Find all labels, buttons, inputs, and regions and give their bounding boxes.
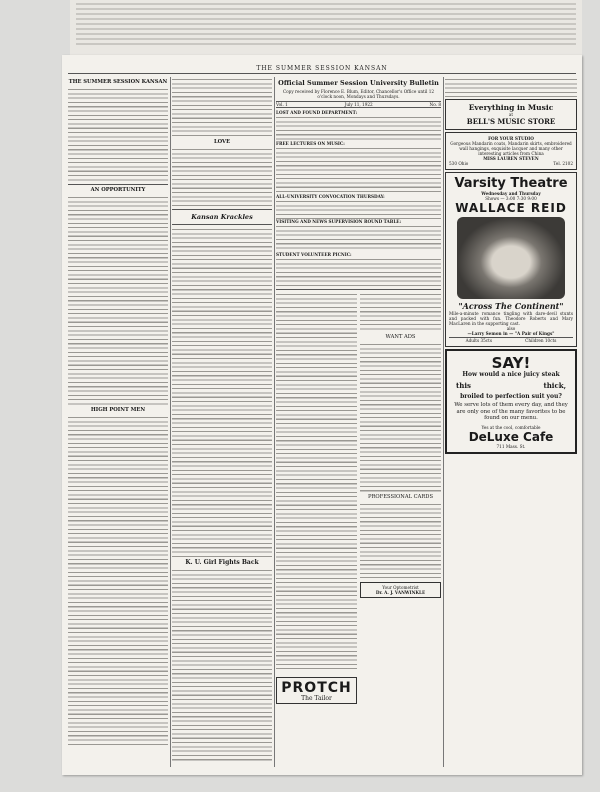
studio-address: 530 Ohio [449, 161, 469, 166]
music-headline: Everything in Music [468, 103, 554, 112]
studio-text: Gorgeous Mandarin coats, Mandarin skirts, embroidered wall hangings, exquisite lacquer and many other interesting articles from China [450, 141, 572, 156]
optometrist-title: Your Optometrist [382, 585, 419, 590]
article-title: K. U. Girl Fights Back [185, 559, 259, 566]
studio-ad [445, 132, 577, 170]
menu-text: We serve lots of them every day, and they are only one of the many favorites to be found on our menu. [454, 402, 568, 422]
bulletin-subtitle: Copy received by Florence E. Blum, Editor, Chancellor's Office until 12 o'clock noon, Mondays and Thursdays. [282, 89, 435, 99]
want-ads-title: WANT ADS [385, 334, 416, 340]
masthead-rule [68, 73, 576, 74]
studio-phone: Tel. 2102 [553, 161, 573, 166]
text-block [360, 292, 441, 332]
steak-line: How would a nice juicy steak [462, 371, 560, 378]
text-block [276, 115, 441, 141]
optometrist-ad [360, 582, 441, 598]
poem-title: LOVE [213, 139, 231, 145]
bulletin-title: Official Summer Session University Bulletin [278, 79, 439, 87]
want-ads-text [360, 342, 441, 492]
text-block [276, 257, 441, 287]
actor-portrait [457, 217, 565, 299]
music-at: at [508, 112, 514, 117]
say-headline: SAY! [491, 354, 531, 372]
text-block [68, 195, 168, 405]
theatre-days: Wednesday and Thursday [481, 191, 541, 196]
film-description: Mile-a-minute romance tingling with dare-devil stunts and packed with fun. Theodore Roberts and Mary MacLaren in the supporting cast. [449, 311, 573, 326]
prices [449, 337, 573, 343]
text-block [68, 87, 168, 182]
krackles-title: Kansan Krackles [191, 213, 253, 221]
article-title: HIGH POINT MEN [90, 407, 146, 413]
studio-name: MISS LAUREN STEVEN [483, 156, 539, 161]
notice-title: VISITING AND NEWS SUPERVISION ROUND TABLE: [276, 219, 402, 224]
music-store-name: BELL'S MUSIC STORE [466, 117, 556, 126]
cafe-address: 711 Mass. St. [496, 443, 526, 449]
also-label: also [506, 326, 516, 331]
protch-ad [276, 677, 357, 704]
this-word: this [456, 381, 471, 390]
text-block [276, 292, 357, 672]
cool-line: Yes at the cool, comfortable [481, 424, 541, 430]
studio-title: FOR YOUR STUDIO [488, 136, 534, 141]
poem-text [172, 147, 272, 207]
notice-title: STUDENT VOLUNTEER PICNIC: [276, 252, 352, 257]
cafe-name: DeLuxe Cafe [468, 429, 554, 444]
notice-title: FREE LECTURES ON MUSIC: [276, 141, 345, 146]
theatre-name: Varsity Theatre [454, 176, 568, 191]
column-2 [172, 77, 272, 763]
music-store-ad [445, 99, 577, 130]
text-block [172, 568, 272, 763]
column-3 [276, 77, 441, 702]
volume: Vol. 1 [276, 102, 288, 107]
cafe-ad [445, 349, 577, 454]
adult-price: Adults 35cts [465, 338, 492, 343]
text-block [172, 77, 272, 137]
professional-cards-title: PROFESSIONAL CARDS [367, 494, 434, 500]
date: July 11, 1922 [344, 102, 373, 107]
studio-contact [449, 161, 573, 166]
previous-page-strip [70, 0, 582, 56]
theatre-ad [445, 172, 577, 347]
thickness-line [456, 381, 566, 390]
paper-title: THE SUMMER SESSION KANSAN [68, 79, 168, 85]
star-name: WALLACE REID [455, 201, 567, 215]
professional-cards-text [360, 502, 441, 580]
text-block [276, 224, 441, 252]
newspaper-page [62, 55, 582, 775]
text-block [445, 77, 577, 97]
thick-word: thick, [543, 381, 566, 390]
film-title: "Across The Continent" [458, 301, 564, 311]
child-price: Children 10cts [525, 338, 557, 343]
text-block [276, 199, 441, 219]
theatre-shows: Shows — 3:00 7:30 9:00 [485, 196, 537, 201]
broiled-line: broiled to perfection suit you? [460, 393, 562, 400]
article-title: AN OPPORTUNITY [90, 187, 146, 193]
column-rule [443, 77, 444, 767]
protch-tagline: The Tailor [301, 695, 332, 702]
bulletin-dateline [276, 101, 441, 108]
column-4 [445, 77, 577, 454]
notice-title: LOST AND FOUND DEPARTMENT: [276, 110, 358, 115]
text-block [172, 227, 272, 557]
column-rule [170, 77, 171, 767]
text-block [276, 146, 441, 194]
column-rule [274, 77, 275, 767]
masthead: THE SUMMER SESSION KANSAN [256, 65, 388, 72]
notice-title: ALL-UNIVERSITY CONVOCATION THURSDAY: [276, 194, 385, 199]
number: No. 8 [429, 102, 441, 107]
text-block [68, 415, 168, 745]
protch-name: PROTCH [281, 680, 352, 696]
also-feature: —Larry Semon in — "A Pair of Kings" [467, 331, 555, 336]
optometrist-name: Dr. A. J. VANWINKLE [375, 590, 426, 595]
column-1 [68, 77, 168, 745]
